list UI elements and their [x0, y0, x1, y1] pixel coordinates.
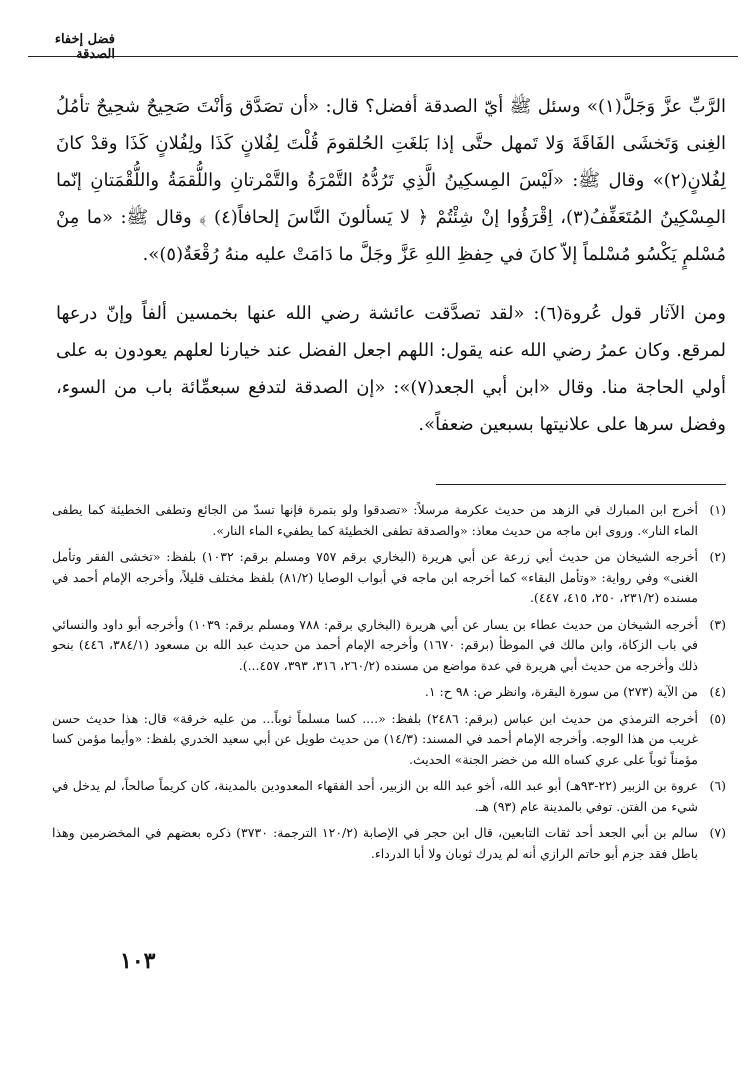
footnote-text: عروة بن الزبير (٢٢-٩٣هـ) أبو عبد الله، أخو عبد الله بن الزبير، أحد الفقهاء المعدودين بالمدينة، كان كريماً صالحاً، لم يدخل في شيء من الفتن. توفي بالمدينة عام (٩٣) هـ. [52, 778, 698, 814]
footnote-text: من الآية (٢٧٣) من سورة البقرة، وانظر ص: ٩٨ ح: ١. [424, 684, 698, 699]
footnote-number: (١) [709, 502, 726, 517]
footnote-text: سالم بن أبي الجعد أحد ثقات التابعين، قال ابن حجر في الإصابة (١٢٠/٢ الترجمة: ٣٧٣٠) ذكره بعضهم في المخضرمين وهذا باطل فقد جزم أبو حاتم الرازي أنه لم يدرك ثوبان ولا أبا الدرداء. [52, 825, 699, 861]
body-paragraph-1: الرَّبِّ عزَّ وَجَلَّ(١)» وسئل ﷺ أيّ الصدقة أفضل؟ قال: «أن تصَدَّق وَأنْتَ صَحِيحٌ شحِيحٌ تأمُلُ الغِنى وَتَخشَى الفَاقَةَ وَلا تَمهل حتَّى إذا بَلغَتِ الحُلقومَ قُلْتَ لِفُلانٍ كَذَا ولِفُلانٍ كَذَا وقدْ كانَ لِفُلانٍ(٢)» وقال ﷺ: «لَيْسَ المِسكِينُ الَّذِي تَرُدُّهُ التَّمْرَةُ والتَّمْرتانِ واللُّقمَةُ واللُّقْمَتانِ إنّما المِسْكِينُ المُتَعَفِّفُ(٣)، اِقْرَؤُوا إنْ شِئْتُمْ ﴿ لا يَسألونَ النَّاسَ إلحافاً(٤) ﴾ وقال ﷺ: «ما مِنْ مُسْلمٍ يَكْسُو مُسْلماً إلاّ كانَ في حِفظِ اللهِ عَزَّ وجَلَّ ما دَامَتْ عليه منهُ رُقْعَةٌ(٥)». [56, 96, 727, 265]
footnote [52, 615, 726, 677]
footnote [52, 709, 726, 771]
footnote [52, 500, 726, 541]
footnote-number: (٣) [709, 616, 726, 632]
footnote-divider [436, 484, 726, 485]
footnote-number: (٤) [709, 684, 726, 699]
main-text [56, 88, 726, 443]
footnote-text: أخرجه الشيخان من حديث عطاء بن يسار عن أبي هريرة (البخاري برقم: ٧٨٨ ومسلم برقم: ١٠٣٩) وأخرجه أبو داود والنسائي في باب الزكاة، وابن مالك في الموطأ (برقم: ١٦٧٠) وأخرجه الإمام أحمد من حديث عبد الله بن مسعود (٣٨٤/١، ٤٤٦) بنحو ذلك وأخرجه من حديث أبي هريرة في عدة مواضع من مسنده (٢٦٠/٢، ٣١٦، ٣٩٣، ٤٥٧...). [52, 616, 698, 673]
footnote [52, 682, 726, 703]
running-header-title: فضل إخفاء الصدقة [54, 32, 115, 62]
footnote-text: أخرجه الشيخان من حديث أبي زرعة عن أبي هريرة (البخاري برقم ٧٥٧ ومسلم برقم: ١٠٣٢) بلفظ: «تخشى الفقر وتأمل الغنى» وفي رواية: «وتأمل البقاء» كما أخرجه ابن ماجه في أبواب الوصايا (٨١/٢) بلفظ مختلف قليلاً، وأخرجه الإمام أحمد في مسنده (٢٣١/٢، ٢٥٠، ٤١٥، ٤٤٧). [52, 549, 699, 605]
header-divider [28, 56, 738, 57]
footnote [52, 776, 726, 817]
footnotes [52, 500, 726, 870]
footnote-number: (٥) [709, 710, 726, 726]
footnote-text: أخرجه الترمذي من حديث ابن عباس (برقم: ٢٤٨٦) بلفظ: «.... كسا مسلماً ثوباً... من عليه خرقة» قال: هذا حديث حسن غريب من هذا الوجه. وأخرجه الإمام أحمد في المسند: (١٤/٣) من حديث طويل عن أبي سعيد الخدري بلفظ: «وأيما مؤمن كسا مؤمناً ثوباً على عري كساه الله من خضر الجنة» الحديث. [52, 710, 699, 767]
footnote [52, 547, 726, 609]
body-paragraph-2: ومن الآثار قول عُروة(٦): «لقد تصدَّقت عائشة رضي الله عنها بخمسين ألفاً وإنّ درعها لمرقع. وكان عمرُ رضي الله عنه يقول: اللهم اجعل الفضل عند خيارنا لعلهم يعودون به على أولي الحاجة منا. وقال «ابن أبي الجعد(٧)»: «إن الصدقة لتدفع سبعمِّائة باب من السوء، وفضل سرها على علانيتها بسبعين ضعفاً». [56, 303, 726, 435]
footnote-text: أخرج ابن المبارك في الزهد من حديث عكرمة مرسلاً: «تصدقوا ولو بتمرة فإنها تسدّ من الجائع وتطفى الخطيئة كما يطفى الماء النار». وروى ابن ماجه من حديث معاذ: «والصدقة تطفى الخطيئة كما يطفيء الماء النار». [52, 502, 698, 538]
footnote-number: (٢) [709, 549, 726, 564]
footnote-number: (٦) [709, 778, 726, 793]
footnote [52, 823, 726, 864]
page-number: ١٠٣ [120, 948, 156, 974]
footnote-number: (٧) [709, 825, 726, 840]
